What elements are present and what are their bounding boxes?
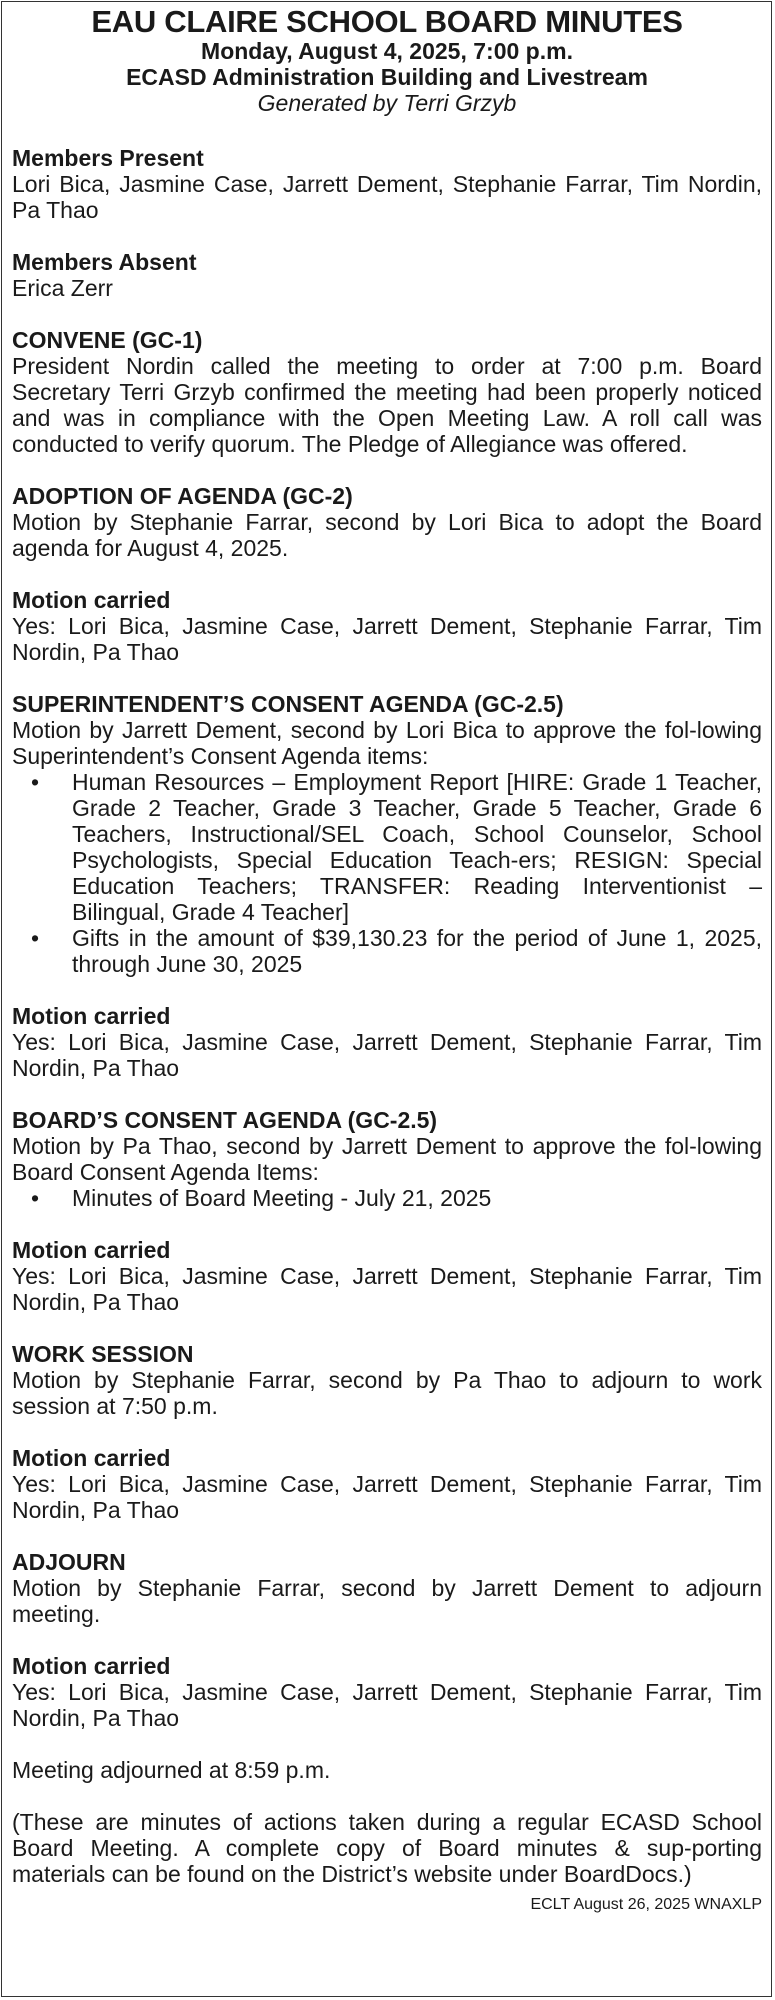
section-heading: Members Absent — [12, 249, 197, 275]
section-heading: ADOPTION OF AGENDA (GC-2) — [12, 483, 353, 509]
section-heading: ADJOURN — [12, 1549, 126, 1575]
page-title: EAU CLAIRE SCHOOL BOARD MINUTES — [91, 4, 683, 39]
section-heading: Motion carried — [12, 1237, 171, 1263]
section-motion-carried — [12, 1653, 762, 1731]
section-text: Yes: Lori Bica, Jasmine Case, Jarrett Dement, Stephanie Farrar, Tim Nordin, Pa Thao — [12, 613, 762, 665]
section-heading: Members Present — [12, 145, 204, 171]
section-motion-carried — [12, 1445, 762, 1523]
section-text: Motion by Stephanie Farrar, second by Pa Thao to adjourn to work session at 7:50 p.m. — [12, 1367, 762, 1419]
section-superintendent-consent — [12, 691, 762, 977]
consent-item-list — [12, 769, 762, 977]
legal-notice — [1, 1, 772, 1997]
section-members-present — [12, 145, 762, 223]
section-motion-carried — [12, 587, 762, 665]
section-adoption-of-agenda — [12, 483, 762, 561]
section-heading: BOARD’S CONSENT AGENDA (GC-2.5) — [12, 1107, 438, 1133]
list-item-text: Minutes of Board Meeting - July 21, 2025 — [72, 1185, 492, 1211]
section-text: Motion by Jarrett Dement, second by Lori Bica to approve the fol-lowing Superintendent’s Consent Agenda items: — [12, 717, 762, 769]
section-text: Erica Zerr — [12, 275, 113, 301]
meeting-location: ECASD Administration Building and Livestream — [126, 64, 648, 90]
section-heading: WORK SESSION — [12, 1341, 194, 1367]
section-adjourn — [12, 1549, 762, 1627]
section-motion-carried — [12, 1003, 762, 1081]
section-text: Yes: Lori Bica, Jasmine Case, Jarrett Dement, Stephanie Farrar, Tim Nordin, Pa Thao — [12, 1029, 762, 1081]
section-heading: SUPERINTENDENT’S CONSENT AGENDA (GC-2.5) — [12, 691, 564, 717]
list-item — [12, 769, 762, 925]
generated-by: Generated by Terri Grzyb — [257, 90, 517, 116]
bullet-icon: • — [31, 1185, 40, 1211]
section-work-session — [12, 1341, 762, 1419]
section-adjourned-note — [12, 1757, 762, 1783]
section-heading: Motion carried — [12, 1653, 171, 1679]
closing-text: (These are minutes of actions taken during a regular ECASD School Board Meeting. A complete copy of Board minutes & sup-porting materials can be found on the District’s website under BoardDocs.) — [12, 1809, 762, 1887]
notice-header — [12, 6, 762, 116]
section-members-absent — [12, 249, 762, 301]
consent-item-list — [12, 1185, 762, 1211]
section-heading: CONVENE (GC-1) — [12, 327, 203, 353]
section-text: President Nordin called the meeting to order at 7:00 p.m. Board Secretary Terri Grzyb confirmed the meeting had been properly noticed and was in compliance with the Open Meeting Law. A roll call was conducted to verify quorum. The Pledge of Allegiance was offered. — [12, 353, 762, 457]
list-item-text: Gifts in the amount of $39,130.23 for the period of June 1, 2025, through June 30, 2025 — [72, 925, 762, 977]
section-text: Yes: Lori Bica, Jasmine Case, Jarrett Dement, Stephanie Farrar, Tim Nordin, Pa Thao — [12, 1263, 762, 1315]
section-heading: Motion carried — [12, 587, 171, 613]
section-text: Yes: Lori Bica, Jasmine Case, Jarrett Dement, Stephanie Farrar, Tim Nordin, Pa Thao — [12, 1471, 762, 1523]
list-item — [12, 1185, 762, 1211]
section-text: Lori Bica, Jasmine Case, Jarrett Dement, Stephanie Farrar, Tim Nordin, Pa Thao — [12, 171, 762, 223]
section-closing-note — [12, 1809, 762, 1887]
bullet-icon: • — [31, 925, 40, 951]
list-item-text: Human Resources – Employment Report [HIRE: Grade 1 Teacher, Grade 2 Teacher, Grade 3 Teacher, Grade 5 Teacher, Grade 6 Teachers, Instructional/SEL Coach, School Counselor, School Psychologists, Special Education Teach-ers; RESIGN: Special Education Teachers; TRANSFER: Reading Interventionist – Bilingual, Grade 4 Teacher] — [72, 769, 762, 925]
section-text: Motion by Stephanie Farrar, second by Jarrett Dement to adjourn meeting. — [12, 1575, 762, 1627]
section-heading: Motion carried — [12, 1003, 171, 1029]
list-item — [12, 925, 762, 977]
section-heading: Motion carried — [12, 1445, 171, 1471]
section-motion-carried — [12, 1237, 762, 1315]
section-convene — [12, 327, 762, 457]
section-text: Motion by Pa Thao, second by Jarrett Dement to approve the fol-lowing Board Consent Agenda Items: — [12, 1133, 762, 1185]
meeting-date: Monday, August 4, 2025, 7:00 p.m. — [201, 38, 573, 64]
adjourned-text: Meeting adjourned at 8:59 p.m. — [12, 1757, 331, 1783]
section-text: Motion by Stephanie Farrar, second by Lori Bica to adopt the Board agenda for August 4, 2025. — [12, 509, 762, 561]
section-board-consent — [12, 1107, 762, 1211]
publication-footer: ECLT August 26, 2025 WNAXLP — [530, 1896, 762, 1913]
bullet-icon: • — [31, 769, 40, 795]
section-text: Yes: Lori Bica, Jasmine Case, Jarrett Dement, Stephanie Farrar, Tim Nordin, Pa Thao — [12, 1679, 762, 1731]
